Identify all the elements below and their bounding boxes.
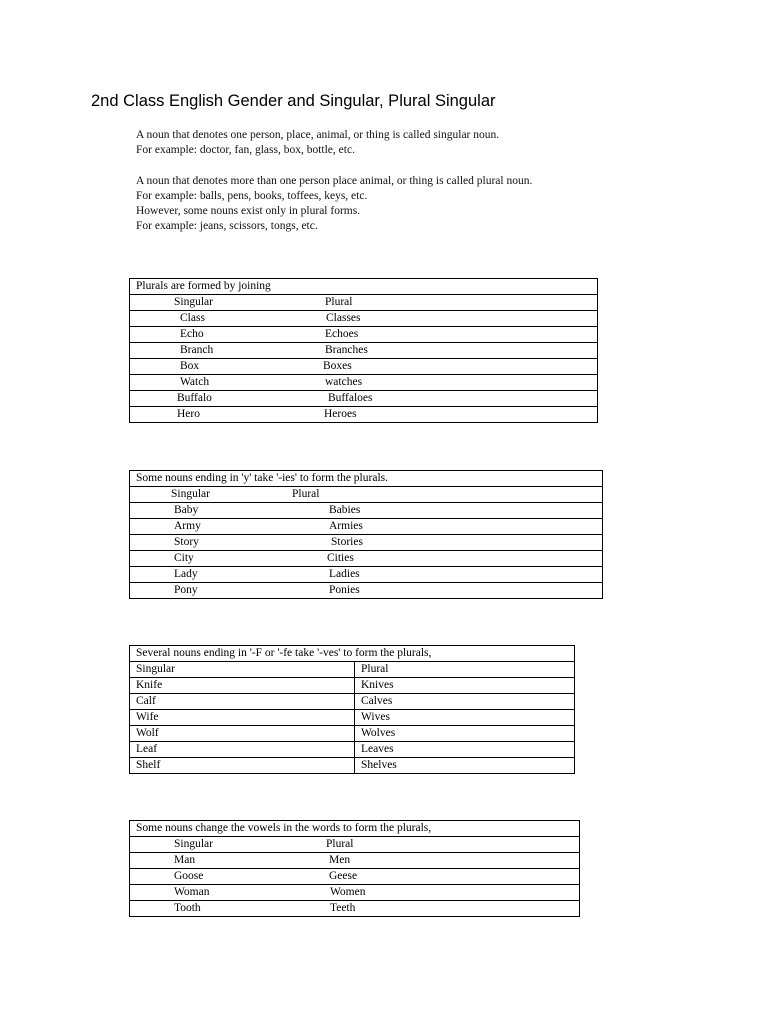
table-row	[130, 375, 598, 391]
table-row	[130, 869, 580, 885]
singular-cell: Echo	[180, 328, 204, 340]
table-row	[130, 567, 603, 583]
singular-cell: Man	[174, 854, 196, 866]
table-caption: Some nouns change the vowels in the words to form the plurals,	[130, 821, 580, 837]
table-row	[130, 583, 603, 599]
plural-header: Plural	[325, 296, 353, 308]
singular-cell: Leaf	[130, 742, 355, 758]
plural-cell: Teeth	[330, 902, 356, 914]
table-row	[130, 407, 598, 423]
plural-cell: Geese	[329, 870, 358, 882]
table-row	[130, 885, 580, 901]
plural-cell: Ponies	[329, 584, 360, 596]
plural-cell: Cities	[327, 552, 354, 564]
plural-cell: Branches	[325, 344, 368, 356]
table-header-row	[130, 295, 598, 311]
singular-definition	[136, 128, 499, 158]
plural-cell: Ladies	[329, 568, 360, 580]
plural-es-table	[129, 278, 598, 423]
singular-header: Singular	[174, 296, 213, 308]
plural-cell: Shelves	[355, 758, 575, 774]
table-row	[130, 519, 603, 535]
vowel-change-table	[129, 820, 580, 917]
plural-cell: Men	[329, 854, 351, 866]
table-row	[130, 726, 575, 742]
plural-cell: Calves	[355, 694, 575, 710]
table-row	[130, 359, 598, 375]
plural-definition	[136, 174, 532, 234]
plural-cell: Knives	[355, 678, 575, 694]
page-title: 2nd Class English Gender and Singular, Plural Singular	[91, 92, 496, 110]
plural-example-line: For example: balls, pens, books, toffees, keys, etc.	[136, 190, 368, 202]
table-row	[130, 853, 580, 869]
singular-cell: Tooth	[174, 902, 201, 914]
table-row	[130, 742, 575, 758]
table-caption: Plurals are formed by joining	[130, 279, 598, 295]
plural-cell: Echoes	[325, 328, 359, 340]
table-row	[130, 901, 580, 917]
plural-only-example-line: For example: jeans, scissors, tongs, etc.	[136, 220, 318, 232]
plural-cell: Babies	[329, 504, 361, 516]
singular-cell: Wife	[130, 710, 355, 726]
plural-header: Plural	[292, 488, 320, 500]
singular-cell: Calf	[130, 694, 355, 710]
table-row	[130, 503, 603, 519]
singular-cell: Box	[180, 360, 200, 372]
table-header-row	[130, 662, 575, 678]
table-row	[130, 694, 575, 710]
singular-header: Singular	[174, 838, 213, 850]
singular-cell: Wolf	[130, 726, 355, 742]
plural-header: Plural	[355, 662, 575, 678]
table-caption: Some nouns ending in 'y' take '-ies' to form the plurals.	[130, 471, 603, 487]
table-row	[130, 391, 598, 407]
plural-definition-line: A noun that denotes more than one person place animal, or thing is called plural noun.	[136, 175, 533, 187]
table-row	[130, 551, 603, 567]
table-row	[130, 343, 598, 359]
singular-example-line: For example: doctor, fan, glass, box, bottle, etc.	[136, 144, 355, 156]
singular-cell: Branch	[180, 344, 214, 356]
singular-cell: Hero	[177, 408, 200, 420]
table-caption: Several nouns ending in '-F or '-fe take '-ves' to form the plurals,	[130, 646, 575, 662]
plural-cell: Wives	[355, 710, 575, 726]
singular-cell: Lady	[174, 568, 198, 580]
plural-cell: Buffaloes	[328, 392, 373, 404]
plural-ves-table	[129, 645, 575, 774]
singular-cell: Class	[180, 312, 205, 324]
table-row	[130, 535, 603, 551]
singular-cell: Knife	[130, 678, 355, 694]
singular-cell: Buffalo	[177, 392, 212, 404]
table-row	[130, 678, 575, 694]
plural-only-note-line: However, some nouns exist only in plural forms.	[136, 205, 361, 217]
singular-definition-line: A noun that denotes one person, place, animal, or thing is called singular noun.	[136, 129, 500, 141]
singular-cell: City	[174, 552, 194, 564]
singular-header: Singular	[130, 662, 355, 678]
singular-cell: Baby	[174, 504, 199, 516]
singular-cell: Woman	[174, 886, 210, 898]
singular-cell: Army	[174, 520, 201, 532]
plural-cell: Armies	[329, 520, 363, 532]
table-row	[130, 758, 575, 774]
plural-cell: Classes	[326, 312, 361, 324]
singular-header: Singular	[171, 488, 210, 500]
plural-cell: Stories	[331, 536, 363, 548]
plural-cell: Heroes	[324, 408, 357, 420]
table-header-row	[130, 487, 603, 503]
singular-cell: Goose	[174, 870, 204, 882]
table-header-row	[130, 837, 580, 853]
plural-cell: Boxes	[323, 360, 352, 372]
table-row	[130, 710, 575, 726]
plural-cell: watches	[325, 376, 363, 388]
plural-header: Plural	[326, 838, 354, 850]
plural-cell: Leaves	[355, 742, 575, 758]
singular-cell: Watch	[180, 376, 210, 388]
plural-cell: Women	[330, 886, 366, 898]
table-row	[130, 311, 598, 327]
singular-cell: Story	[174, 536, 199, 548]
singular-cell: Shelf	[130, 758, 355, 774]
table-row	[130, 327, 598, 343]
singular-cell: Pony	[174, 584, 198, 596]
plural-cell: Wolves	[355, 726, 575, 742]
plural-ies-table	[129, 470, 603, 599]
